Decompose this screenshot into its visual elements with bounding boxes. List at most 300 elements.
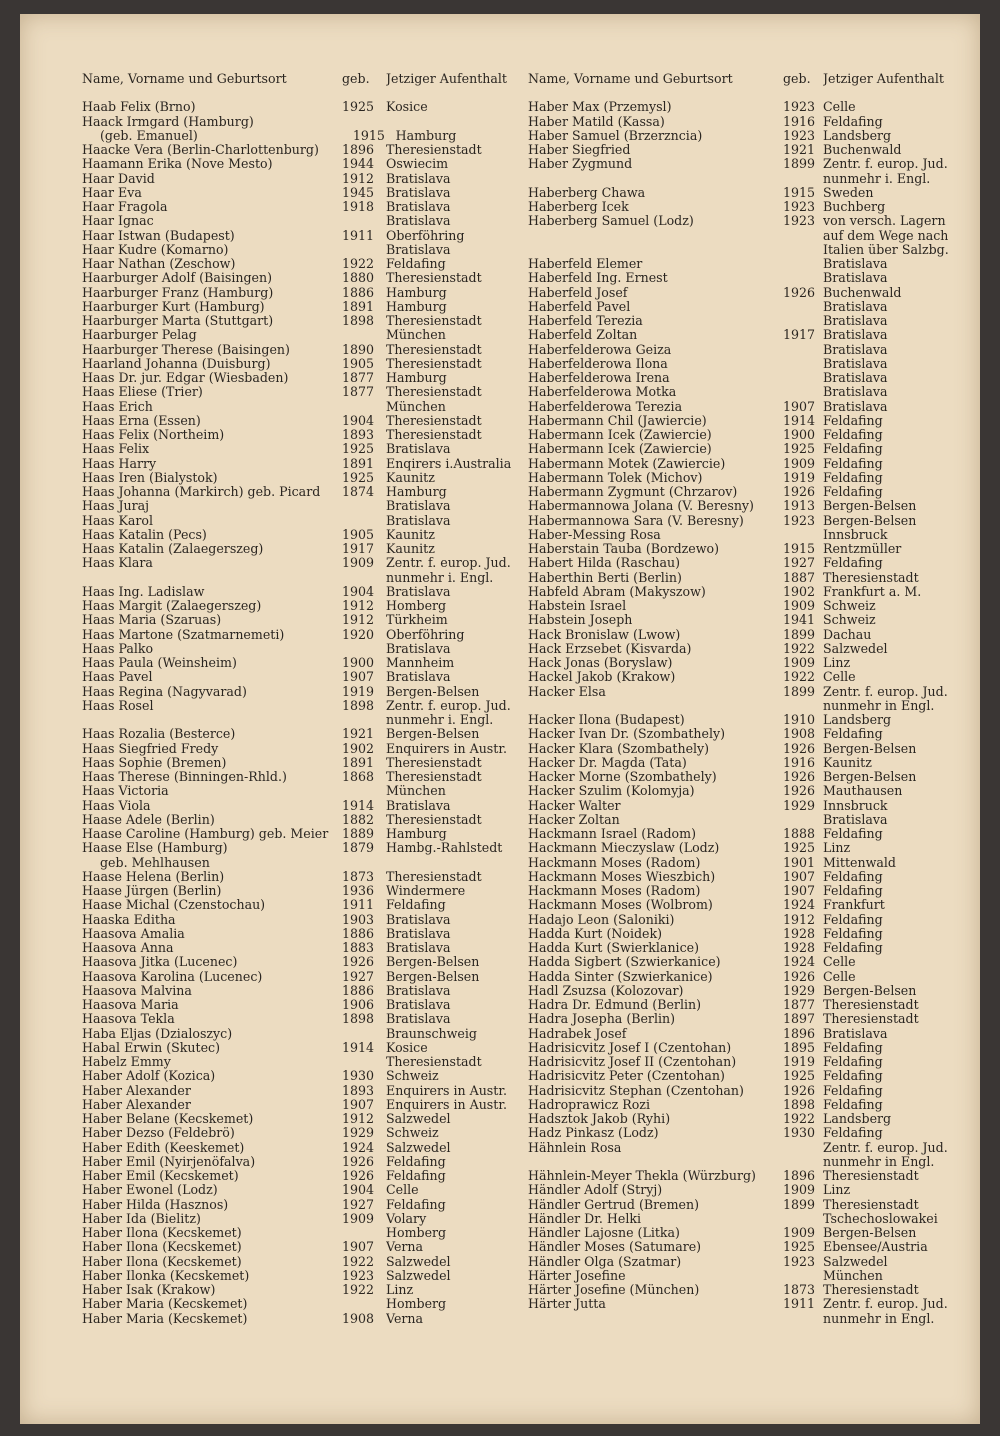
- list-item: [528, 499, 980, 513]
- entry-place: Oswiecim: [386, 157, 449, 172]
- entry-born: 1908: [342, 1310, 375, 1326]
- entry-born: 1907: [342, 1239, 375, 1255]
- list-item: [528, 214, 980, 228]
- entry-name: Härter Josefine (München): [528, 1283, 700, 1297]
- list-item: [82, 1212, 522, 1226]
- entry-place: Türkheim: [386, 613, 448, 628]
- entry-born: 1924: [342, 1139, 375, 1155]
- list-item: [82, 1112, 522, 1126]
- entry-place: Verna: [386, 1311, 424, 1326]
- entry-born: 1882: [342, 811, 375, 827]
- entry-name: Hacker Morne (Szombathely): [528, 770, 717, 784]
- list-item: [82, 998, 522, 1012]
- entry-born: 1918: [342, 199, 375, 214]
- entry-born: 1929: [342, 1125, 375, 1141]
- entry-name: Haas Eliese (Trier): [82, 385, 203, 400]
- list-item: [528, 300, 980, 314]
- entry-place: Hamburg: [386, 371, 447, 385]
- entry-born: 1921: [783, 142, 816, 157]
- entry-place: Bratislava: [386, 214, 451, 229]
- entry-name: Haber Max (Przemysl): [528, 100, 672, 115]
- entry-born: 1898: [342, 1011, 375, 1027]
- entry-born: 1915: [783, 184, 816, 200]
- entry-name: Hacker Ilona (Budapest): [528, 713, 685, 727]
- entry-name: Haas Erna (Essen): [82, 413, 201, 428]
- entry-born: 1910: [783, 712, 816, 727]
- entry-name: Haab Felix (Brno): [82, 100, 196, 115]
- entry-born: 1891: [342, 455, 375, 471]
- entry-name: Habermann Chil (Jawiercie): [528, 413, 707, 428]
- list-item: [528, 385, 980, 399]
- entry-place: Theresienstadt: [386, 385, 482, 400]
- entry-name: Haarland Johanna (Duisburg): [82, 356, 271, 371]
- list-item: [82, 727, 522, 741]
- entry-name: Haas Katalin (Pecs): [82, 527, 207, 542]
- entry-born: 1923: [783, 99, 816, 115]
- entry-born: 1917: [783, 327, 816, 343]
- entry-place: Homberg: [386, 1297, 447, 1312]
- entry-place: Windermere: [386, 884, 466, 898]
- entry-born: 1907: [783, 883, 816, 898]
- list-item: [528, 856, 980, 870]
- entry-born: 1916: [783, 113, 816, 129]
- entry-place: [386, 115, 516, 129]
- entry-place: Dachau: [823, 627, 872, 642]
- entry-born: 1893: [342, 1082, 375, 1098]
- entry-name: Hacker Walter: [528, 798, 621, 813]
- entry-name: Habstein Israel: [528, 599, 627, 613]
- entry-name: Hadda Kurt (Noidek): [528, 926, 663, 941]
- list-item: [82, 713, 522, 727]
- entry-place: Bratislava: [823, 314, 888, 328]
- entry-name: Hähnlein Rosa: [528, 1140, 622, 1155]
- entry-born: [342, 214, 386, 228]
- entry-born: [783, 229, 823, 243]
- entry-place: Kaunitz: [823, 755, 872, 770]
- entry-born: 1889: [342, 826, 375, 841]
- entry-place: Hamburg: [386, 485, 447, 499]
- entry-born: 1928: [783, 925, 816, 941]
- entry-place: Volary: [386, 1211, 427, 1226]
- list-item: [528, 1141, 980, 1155]
- entry-place: Bergen-Belsen: [823, 770, 917, 784]
- entry-born: [783, 257, 823, 271]
- list-item: [528, 813, 980, 827]
- entry-name: Haas Paula (Weinsheim): [82, 656, 237, 670]
- entry-born: 1929: [783, 982, 816, 998]
- list-item: [528, 1240, 980, 1254]
- entry-place: Rentzmüller: [823, 542, 902, 556]
- entry-name: Hacker Zoltan: [528, 812, 620, 827]
- entry-name: Haas Johanna (Markirch) geb. Picard: [82, 485, 321, 499]
- entry-place: Bratislava: [386, 926, 451, 941]
- entry-born: 1909: [342, 555, 375, 571]
- list-item: [82, 214, 522, 228]
- entry-name: Haase Caroline (Hamburg) geb. Meier: [82, 827, 329, 841]
- list-item: [82, 670, 522, 684]
- entry-place: Feldafing: [823, 941, 883, 955]
- list-item: [528, 200, 980, 214]
- entry-name: Händler Adolf (Stryj): [528, 1183, 663, 1198]
- entry-place: Theresienstadt: [386, 869, 482, 884]
- entry-born: 1926: [783, 740, 816, 756]
- entry-name: Haase Adele (Berlin): [82, 812, 215, 827]
- entry-name: Haber Ilonka (Kecskemet): [82, 1268, 250, 1283]
- list-item: [82, 884, 522, 898]
- entry-born: 1904: [342, 583, 375, 599]
- list-item: [82, 457, 522, 471]
- list-item: [82, 685, 522, 699]
- list-item: [82, 400, 522, 414]
- entry-born: [783, 271, 823, 285]
- list-item: [82, 1269, 522, 1283]
- entry-name: Haas Palko: [82, 641, 154, 656]
- entry-born: 1922: [342, 256, 375, 271]
- entry-name: Haasova Malvina: [82, 983, 192, 998]
- list-item: [528, 628, 980, 642]
- list-item: [82, 1069, 522, 1083]
- entry-place: Celle: [386, 1183, 419, 1198]
- entry-born: [783, 243, 823, 257]
- entry-place: Feldafing: [386, 1197, 446, 1212]
- entry-place: nunmehr in Engl.: [823, 1311, 935, 1326]
- entry-place: Italien über Salzbg.: [823, 242, 949, 257]
- entry-place: Feldafing: [823, 485, 883, 499]
- entry-born: 1945: [342, 184, 375, 200]
- entry-born: 1873: [783, 1282, 816, 1297]
- list-item: [82, 172, 522, 186]
- entry-place: Zentr. f. europ. Jud.: [823, 157, 948, 172]
- entry-born: 1896: [783, 1168, 816, 1183]
- list-item: [528, 414, 980, 428]
- list-item: [528, 941, 980, 955]
- entry-place: Bratislava: [823, 299, 888, 314]
- entry-born: 1899: [783, 683, 816, 699]
- entry-name: Hadda Sinter (Szwierkanice): [528, 969, 713, 984]
- entry-born: 1877: [342, 370, 375, 385]
- entry-place: Landsberg: [823, 128, 892, 143]
- entry-place: Theresienstadt: [386, 143, 482, 157]
- entry-name: Haber Adolf (Kozica): [82, 1069, 216, 1084]
- entry-name: Haase Michal (Czenstochau): [82, 898, 266, 913]
- entry-born: 1916: [783, 754, 816, 770]
- entry-place: München: [386, 328, 446, 343]
- entry-born: 1897: [783, 1011, 816, 1027]
- entry-name: Hackmann Moses (Wolbrom): [528, 898, 713, 913]
- list-item: [82, 913, 522, 927]
- entry-place: Zentr. f. europ. Jud.: [386, 556, 511, 571]
- list-item: [528, 1283, 980, 1297]
- header-born: geb.: [783, 71, 811, 86]
- list-item: [528, 556, 980, 570]
- list-item: [82, 314, 522, 328]
- list-item: [82, 271, 522, 285]
- entry-name: Haas Karol: [82, 513, 154, 528]
- entry-name: Habermann Tolek (Michov): [528, 470, 703, 485]
- entry-name: Hackmann Moses (Radom): [528, 884, 701, 898]
- entry-name: Haasova Maria: [82, 998, 179, 1012]
- entry-born: 1913: [783, 498, 816, 514]
- entry-born: [783, 357, 823, 371]
- entry-place: Bratislava: [386, 513, 451, 528]
- entry-born: 1868: [342, 769, 375, 784]
- entry-born: 1926: [783, 769, 816, 784]
- entry-place: München: [823, 1268, 883, 1283]
- entry-place: Braunschweig: [386, 1026, 477, 1041]
- list-item: [528, 1126, 980, 1140]
- entry-name: Haber Alexander: [82, 1097, 191, 1112]
- entry-name: Haas Victoria: [82, 784, 169, 799]
- entry-place: Bratislava: [386, 798, 451, 813]
- entry-place: Feldafing: [823, 1055, 883, 1069]
- list-item: [82, 257, 522, 271]
- entry-name: Haberberg Chawa: [528, 185, 646, 200]
- entry-name: Haas Felix (Northeim): [82, 428, 225, 442]
- list-item: [82, 499, 522, 513]
- entry-place: Bratislava: [386, 983, 451, 998]
- entry-born: 1890: [342, 341, 375, 357]
- list-item: [528, 471, 980, 485]
- entry-place: Linz: [823, 1183, 851, 1198]
- entry-place: Bratislava: [823, 257, 888, 271]
- list-item: [528, 670, 980, 684]
- entry-born: 1944: [342, 156, 375, 172]
- list-item: [82, 656, 522, 670]
- entry-name: Haar Eva: [82, 185, 142, 200]
- entry-born: 1909: [783, 1182, 816, 1198]
- list-item: [82, 841, 522, 855]
- entry-name: Haberstain Tauba (Bordzewo): [528, 542, 720, 556]
- list-item: [528, 328, 980, 342]
- list-item: [82, 970, 522, 984]
- list-item: [82, 827, 522, 841]
- list-item: [82, 799, 522, 813]
- entry-born: 1912: [783, 911, 816, 927]
- entry-born: 1927: [783, 555, 816, 571]
- entry-born: 1915: [783, 541, 816, 556]
- entry-place: Oberföhring: [386, 228, 465, 243]
- entry-place: Bratislava: [823, 385, 888, 400]
- entry-place: Theresienstadt: [823, 998, 919, 1012]
- entry-place: Bergen-Belsen: [823, 983, 917, 998]
- entry-name: Händler Dr. Helki: [528, 1211, 642, 1226]
- entry-born: [783, 1155, 823, 1169]
- entry-born: 1920: [342, 626, 375, 642]
- entry-born: [342, 514, 386, 528]
- entry-born: 1911: [342, 897, 375, 913]
- entry-born: 1900: [783, 427, 816, 442]
- list-item: [82, 699, 522, 713]
- entry-name: Hähnlein-Meyer Thekla (Würzburg): [528, 1169, 756, 1183]
- entry-name: Hadsztok Jakob (Ryhi): [528, 1112, 671, 1126]
- entry-name: [82, 571, 342, 585]
- list-item: [82, 1198, 522, 1212]
- entry-born: 1927: [342, 968, 375, 984]
- list-item: [82, 328, 522, 342]
- entry-place: Feldafing: [823, 827, 883, 841]
- entry-name: Hackmann Israel (Radom): [528, 827, 696, 841]
- entry-place: Schweiz: [386, 1069, 439, 1084]
- entry-born: 1914: [783, 412, 816, 428]
- right-column: [528, 72, 980, 1326]
- entry-born: 1873: [342, 868, 375, 884]
- entry-name: Haase Helena (Berlin): [82, 869, 225, 884]
- entry-name: Haber Matild (Kassa): [528, 114, 665, 129]
- list-item: [82, 1226, 522, 1240]
- entry-place: Bergen-Belsen: [823, 1226, 917, 1240]
- entry-name: Haas Margit (Zalaegerszeg): [82, 599, 262, 613]
- entry-place: Feldafing: [823, 114, 883, 129]
- entry-name: Hacker Dr. Magda (Tata): [528, 755, 687, 770]
- entry-name: Haberfelderowa Geiza: [528, 342, 672, 357]
- list-item: [82, 742, 522, 756]
- entry-name: Hack Bronislaw (Lwow): [528, 627, 681, 642]
- entry-place: Celle: [823, 969, 856, 984]
- entry-place: Bratislava: [823, 1026, 888, 1041]
- entry-place: Enquirers in Austr.: [386, 741, 507, 756]
- entry-born: 1879: [342, 840, 375, 856]
- entry-place: Feldafing: [386, 1169, 446, 1183]
- entry-place: Verna: [386, 1240, 424, 1255]
- entry-born: 1930: [783, 1125, 816, 1141]
- entry-born: 1896: [342, 142, 375, 157]
- entry-name: Haarburger Pelag: [82, 328, 197, 343]
- entry-name: Haas Rosel: [82, 698, 154, 713]
- list-item: [528, 1269, 980, 1283]
- list-item: [82, 856, 522, 870]
- entry-born: 1926: [342, 1153, 375, 1169]
- entry-name: Haas Therese (Binningen-Rhld.): [82, 770, 287, 784]
- entry-born: 1905: [342, 526, 375, 542]
- entry-place: Feldafing: [823, 727, 883, 742]
- list-item: [82, 1055, 522, 1069]
- list-item: [82, 756, 522, 770]
- list-item: [82, 357, 522, 371]
- entry-born: 1907: [342, 1096, 375, 1112]
- entry-name: Haas Iren (Bialystok): [82, 470, 218, 485]
- entry-born: [783, 699, 823, 713]
- list-item: [82, 115, 522, 129]
- list-item: [528, 970, 980, 984]
- list-item: [528, 841, 980, 855]
- entry-place: Theresienstadt: [386, 428, 482, 442]
- entry-born: 1905: [342, 355, 375, 371]
- list-item: [528, 827, 980, 841]
- list-item: [528, 699, 980, 713]
- entry-place: Schweiz: [823, 613, 876, 628]
- entry-name: Haar Fragola: [82, 200, 168, 214]
- entry-name: Haasova Tekla: [82, 1012, 175, 1027]
- entry-name: Händler Olga (Szatmar): [528, 1254, 682, 1269]
- entry-born: 1911: [783, 1296, 816, 1312]
- list-item: [528, 1098, 980, 1112]
- entry-born: 1922: [783, 1111, 816, 1126]
- entry-name: Haba Eljas (Dzialoszyc): [82, 1026, 233, 1041]
- entry-born: 1923: [783, 213, 816, 229]
- list-item: [82, 1297, 522, 1311]
- entry-place: nunmehr i. Engl.: [386, 570, 494, 585]
- entry-born: 1896: [783, 1025, 816, 1041]
- entry-place: Feldafing: [823, 1083, 883, 1098]
- entry-born: 1911: [342, 227, 375, 243]
- entry-name: Haber Alexander: [82, 1083, 191, 1098]
- list-item: [528, 457, 980, 471]
- entry-place: Landsberg: [823, 713, 892, 727]
- left-entries: [82, 100, 522, 1326]
- entry-name: Hacker Ivan Dr. (Szombathely): [528, 727, 726, 742]
- entry-born: 1929: [783, 797, 816, 813]
- entry-born: 1898: [342, 313, 375, 328]
- entry-name: Habermann Zygmunt (Chrzarov): [528, 485, 738, 499]
- entry-born: [783, 300, 823, 314]
- entry-born: 1908: [783, 726, 816, 742]
- entry-name: Hacker Klara (Szombathely): [528, 741, 710, 756]
- list-item: [82, 613, 522, 627]
- entry-place: Bratislava: [386, 941, 451, 955]
- list-item: [528, 656, 980, 670]
- list-item: [528, 442, 980, 456]
- entry-place: nunmehr in Engl.: [823, 1154, 935, 1169]
- entry-name: Händler Gertrud (Bremen): [528, 1197, 700, 1212]
- entry-place: Bratislava: [386, 242, 451, 257]
- entry-name: Haas Erich: [82, 399, 153, 414]
- header-place: Jetziger Aufenthalt: [386, 72, 507, 86]
- list-item: [528, 1183, 980, 1197]
- list-item: [528, 756, 980, 770]
- entry-born: [342, 1055, 386, 1069]
- entry-name: [528, 699, 783, 713]
- list-item: [82, 1027, 522, 1041]
- entry-name: Haber Ilona (Kecskemet): [82, 1226, 242, 1240]
- entry-place: Mannheim: [386, 656, 455, 670]
- list-item: [528, 713, 980, 727]
- entry-place: Innsbruck: [823, 798, 888, 813]
- entry-born: 1926: [783, 783, 816, 799]
- entry-place: nunmehr i. Engl.: [386, 713, 494, 727]
- entry-name: Hadra Dr. Edmund (Berlin): [528, 998, 702, 1012]
- entry-place: Feldafing: [823, 442, 883, 457]
- entry-born: 1895: [783, 1039, 816, 1055]
- entry-place: Schweiz: [386, 1126, 439, 1141]
- left-column-header: [82, 72, 522, 86]
- list-item: [82, 870, 522, 884]
- entry-place: Tschechoslowakei: [823, 1211, 938, 1226]
- entry-name: [82, 713, 342, 727]
- list-item: [82, 1255, 522, 1269]
- entry-born: 1926: [342, 954, 375, 970]
- entry-name: Haas Felix: [82, 442, 150, 457]
- list-item: [528, 1041, 980, 1055]
- entry-name: Haber Zygmund: [528, 157, 633, 172]
- list-item: [528, 898, 980, 912]
- entry-place: Feldafing: [823, 470, 883, 485]
- header-born: geb.: [342, 71, 370, 86]
- list-item: [528, 1155, 980, 1169]
- left-column: [82, 72, 522, 1326]
- list-item: [528, 1255, 980, 1269]
- entry-born: [342, 499, 386, 513]
- list-item: [528, 314, 980, 328]
- entry-name: Haarburger Therese (Baisingen): [82, 342, 290, 357]
- entry-born: [342, 642, 386, 656]
- entry-born: 1907: [342, 669, 375, 685]
- entry-place: Celle: [823, 670, 856, 685]
- entry-born: 1909: [342, 1210, 375, 1226]
- entry-place: Bratislava: [386, 171, 451, 186]
- entry-name: Hackel Jakob (Krakow): [528, 670, 676, 685]
- list-item: [82, 100, 522, 114]
- list-item: [528, 955, 980, 969]
